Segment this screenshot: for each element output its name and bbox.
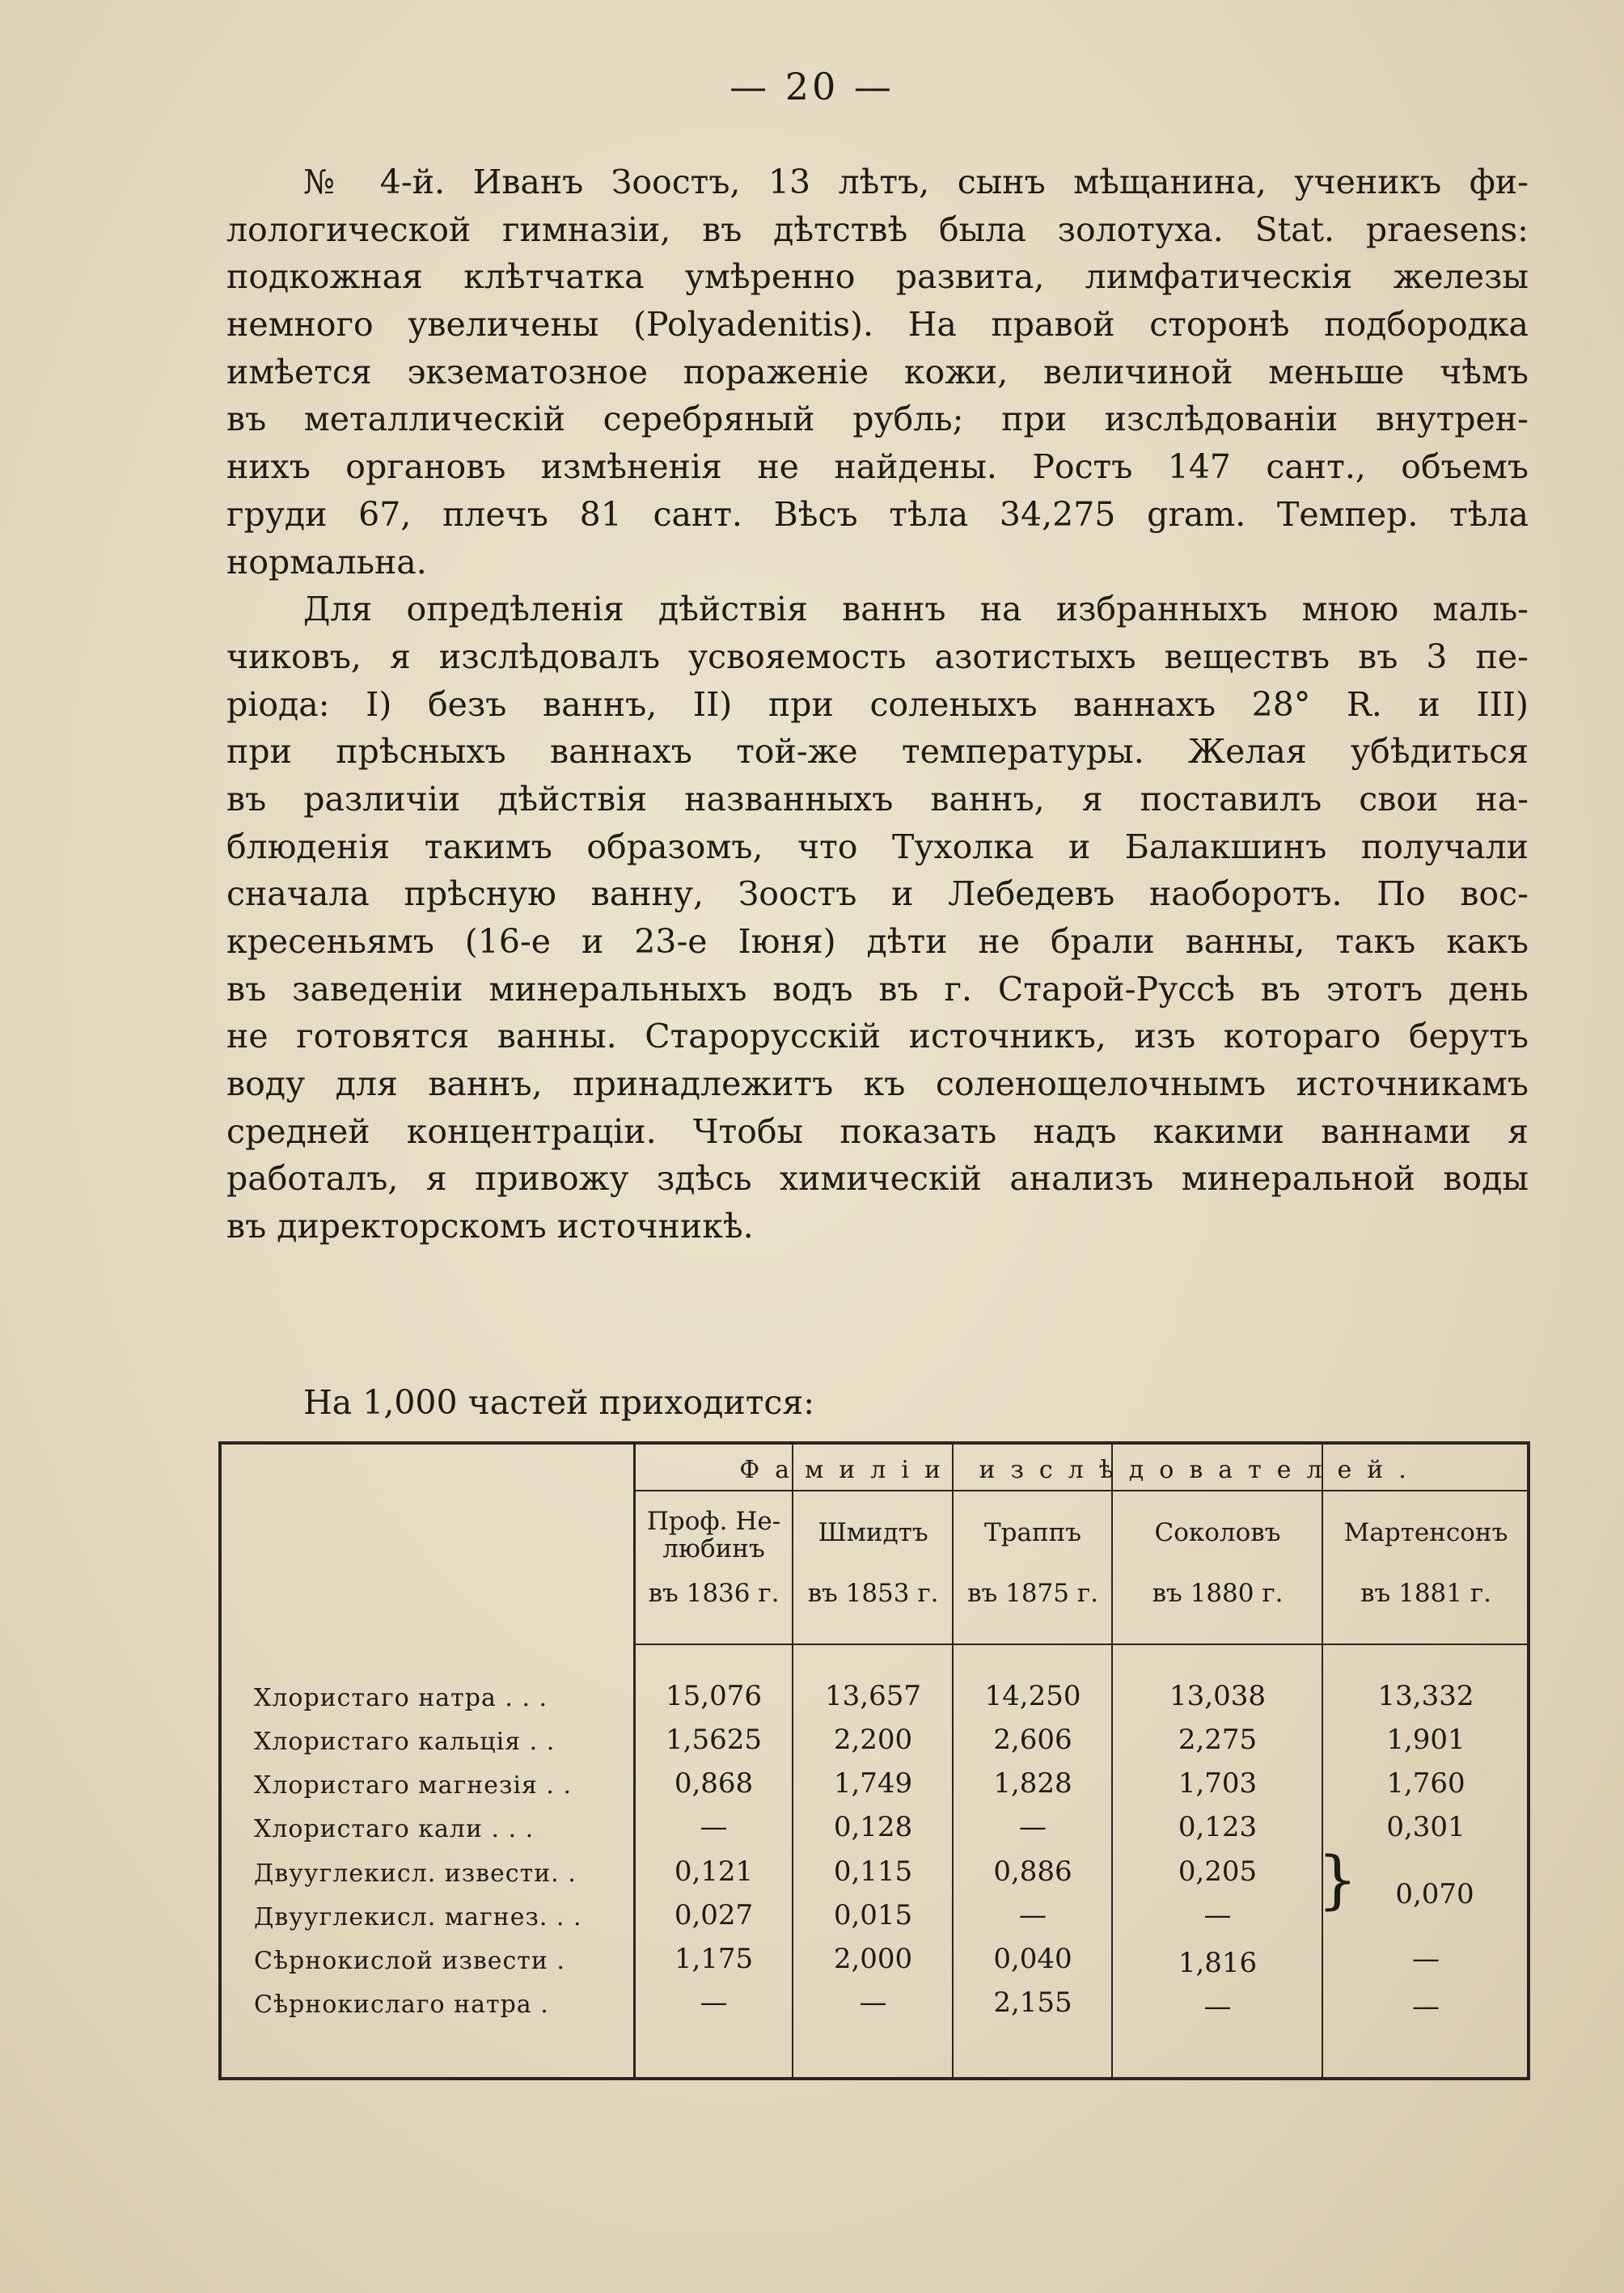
text-line: нормальна. bbox=[226, 542, 427, 582]
table-cell: — bbox=[1019, 1811, 1047, 1843]
table-cell: 1,175 bbox=[674, 1943, 754, 1975]
merged-cell: 0,070 bbox=[1395, 1878, 1474, 1910]
table-cell: — bbox=[700, 1811, 728, 1843]
table-cell: — bbox=[1203, 1899, 1232, 1931]
table-cell: 0,128 bbox=[833, 1811, 913, 1843]
table-rule bbox=[792, 1445, 793, 2077]
column-header-name: Мартенсонъ bbox=[1343, 1518, 1508, 1547]
text-line: воду для ваннъ, принадлежитъ къ соленощелочнымъ источникамъ bbox=[226, 1064, 1529, 1104]
table-cell: — bbox=[859, 1986, 887, 2019]
table-cell: 1,749 bbox=[833, 1767, 913, 1800]
table-cell: 2,275 bbox=[1178, 1724, 1258, 1756]
table-cell: 1,703 bbox=[1178, 1767, 1258, 1800]
table-cell: — bbox=[1019, 1899, 1047, 1931]
text-line: № 4-й. Иванъ Зоостъ, 13 лѣтъ, сынъ мѣщанина, ученикъ фи- bbox=[303, 163, 1529, 201]
table-cell: 1,5625 bbox=[666, 1724, 762, 1756]
table-cell: 2,200 bbox=[833, 1724, 913, 1756]
table-cell: 0,121 bbox=[674, 1855, 754, 1888]
table-cell: 13,038 bbox=[1169, 1680, 1266, 1712]
text-line: немного увеличены (Polyadenitis). На правой сторонѣ подбородка bbox=[226, 305, 1529, 345]
row-label: Хлористаго кальція . . bbox=[254, 1728, 556, 1756]
table-cell: 2,000 bbox=[833, 1943, 913, 1975]
table-intro: На 1,000 частей приходится: bbox=[303, 1383, 815, 1422]
text-line: сначала прѣсную ванну, Зоостъ и Лебедевъ наоборотъ. По вос- bbox=[226, 874, 1529, 914]
text-line: средней концентраціи. Чтобы показать надъ какими ваннами я bbox=[226, 1111, 1529, 1151]
column-header-year: въ 1881 г. bbox=[1360, 1579, 1491, 1608]
column-header-name: Соколовъ bbox=[1154, 1518, 1281, 1547]
text-line: при прѣсныхъ ваннахъ той-же температуры. Желая убѣдиться bbox=[226, 732, 1529, 772]
row-label: Сѣрнокислой извести . bbox=[254, 1947, 565, 1975]
text-line: не готовятся ванны. Старорусскій источникъ, изъ котораго берутъ bbox=[226, 1017, 1529, 1056]
body-text bbox=[226, 159, 1529, 1250]
text-line: въ заведеніи минеральныхъ водъ въ г. Старой-Руссѣ въ этотъ день bbox=[226, 969, 1529, 1009]
text-line: блюденія такимъ образомъ, что Тухолка и Балакшинъ получали bbox=[226, 827, 1529, 866]
table-cell: 0,868 bbox=[674, 1767, 754, 1800]
table-cell: 13,332 bbox=[1377, 1680, 1474, 1712]
table-cell: 2,606 bbox=[993, 1724, 1072, 1756]
paragraph-2 bbox=[226, 586, 1529, 1250]
table-rule bbox=[952, 1445, 954, 2077]
table-cell: 0,301 bbox=[1386, 1811, 1465, 1843]
text-line: въ металлическій серебряный рубль; при изслѣдованіи внутрен- bbox=[226, 400, 1529, 439]
table-cell: 0,123 bbox=[1178, 1811, 1258, 1843]
column-header-year: въ 1853 г. bbox=[807, 1579, 939, 1608]
table-cell: 0,040 bbox=[993, 1943, 1072, 1975]
row-label: Двууглекисл. магнез. . . bbox=[254, 1903, 582, 1931]
table-cell: 14,250 bbox=[984, 1680, 1081, 1712]
page-number: — 20 — bbox=[730, 65, 894, 108]
text-line: въ различіи дѣйствія названныхъ ваннъ, я поставилъ свои на- bbox=[226, 779, 1529, 819]
row-label: Двууглекисл. извести. . bbox=[254, 1859, 577, 1888]
column-header-year: въ 1875 г. bbox=[967, 1579, 1098, 1608]
table-cell: 15,076 bbox=[666, 1680, 762, 1712]
column-header-year: въ 1880 г. bbox=[1152, 1579, 1284, 1608]
column-header-name: Траппъ bbox=[983, 1518, 1082, 1547]
row-label: Хлористаго натра . . . bbox=[254, 1684, 548, 1712]
brace-mark: } bbox=[1317, 1844, 1358, 1917]
text-line: ріода: I) безъ ваннъ, II) при соленыхъ ваннахъ 28° R. и III) bbox=[226, 684, 1529, 724]
table-cell: 1,828 bbox=[993, 1767, 1072, 1800]
column-header-name: Шмидтъ bbox=[818, 1518, 928, 1547]
text-line: груди 67, плечъ 81 сант. Вѣсъ тѣла 34,275 gram. Темпер. тѣла bbox=[226, 494, 1529, 534]
table-cell: — bbox=[700, 1986, 728, 2019]
table-rule bbox=[633, 1644, 1527, 1645]
table-cell: 0,015 bbox=[833, 1899, 913, 1931]
table-cell: — bbox=[1203, 1991, 1232, 2023]
table-rule bbox=[1111, 1445, 1113, 2077]
table-cell: 1,760 bbox=[1386, 1767, 1465, 1800]
row-label: Хлористаго магнезія . . bbox=[254, 1771, 572, 1800]
text-line: подкожная клѣтчатка умѣренно развита, лимфатическія железы bbox=[226, 257, 1529, 297]
paragraph-1 bbox=[226, 159, 1529, 586]
table-rule bbox=[1322, 1445, 1323, 2077]
text-line: чиковъ, я изслѣдовалъ усвояемость азотистыхъ веществъ въ 3 пе- bbox=[226, 637, 1529, 676]
text-line: въ директорскомъ источникѣ. bbox=[226, 1207, 754, 1246]
text-line: работалъ, я привожу здѣсь химическій анализъ минеральной воды bbox=[226, 1159, 1529, 1199]
column-header-year: въ 1836 г. bbox=[648, 1579, 780, 1608]
analysis-table bbox=[218, 1441, 1530, 2080]
table-cell: 1,901 bbox=[1386, 1724, 1465, 1756]
text-line: лологической гимназіи, въ дѣтствѣ была золотуха. Stat. praesens: bbox=[226, 209, 1529, 249]
text-line: нихъ органовъ измѣненія не найдены. Ростъ 147 сант., объемъ bbox=[226, 447, 1529, 487]
table-cell: — bbox=[1412, 1991, 1440, 2023]
text-line: кресеньямъ (16-е и 23-е Іюня) дѣти не брали ванны, такъ какъ bbox=[226, 922, 1529, 961]
row-label: Хлористаго кали . . . bbox=[254, 1815, 535, 1843]
text-line: Для опредѣленія дѣйствія ваннъ на избранныхъ мною маль- bbox=[303, 590, 1529, 629]
table-cell: 0,115 bbox=[833, 1855, 913, 1888]
row-label: Сѣрнокислаго натра . bbox=[254, 1991, 549, 2019]
table-cell: 1,816 bbox=[1178, 1947, 1258, 1979]
table-cell: 2,155 bbox=[993, 1986, 1072, 2019]
group-header: Фамиліи изслѣдователей. bbox=[739, 1456, 1422, 1484]
table-cell: 0,205 bbox=[1178, 1855, 1258, 1888]
table-rule bbox=[633, 1490, 1527, 1491]
table-cell: — bbox=[1412, 1943, 1440, 1975]
table-cell: 0,886 bbox=[993, 1855, 1072, 1888]
table-cell: 13,657 bbox=[825, 1680, 921, 1712]
table-cell: 0,027 bbox=[674, 1899, 754, 1931]
column-header-name: Проф. Не- любинъ bbox=[646, 1507, 781, 1563]
text-line: имѣется экзематозное пораженіе кожи, величиной меньше чѣмъ bbox=[226, 352, 1529, 391]
